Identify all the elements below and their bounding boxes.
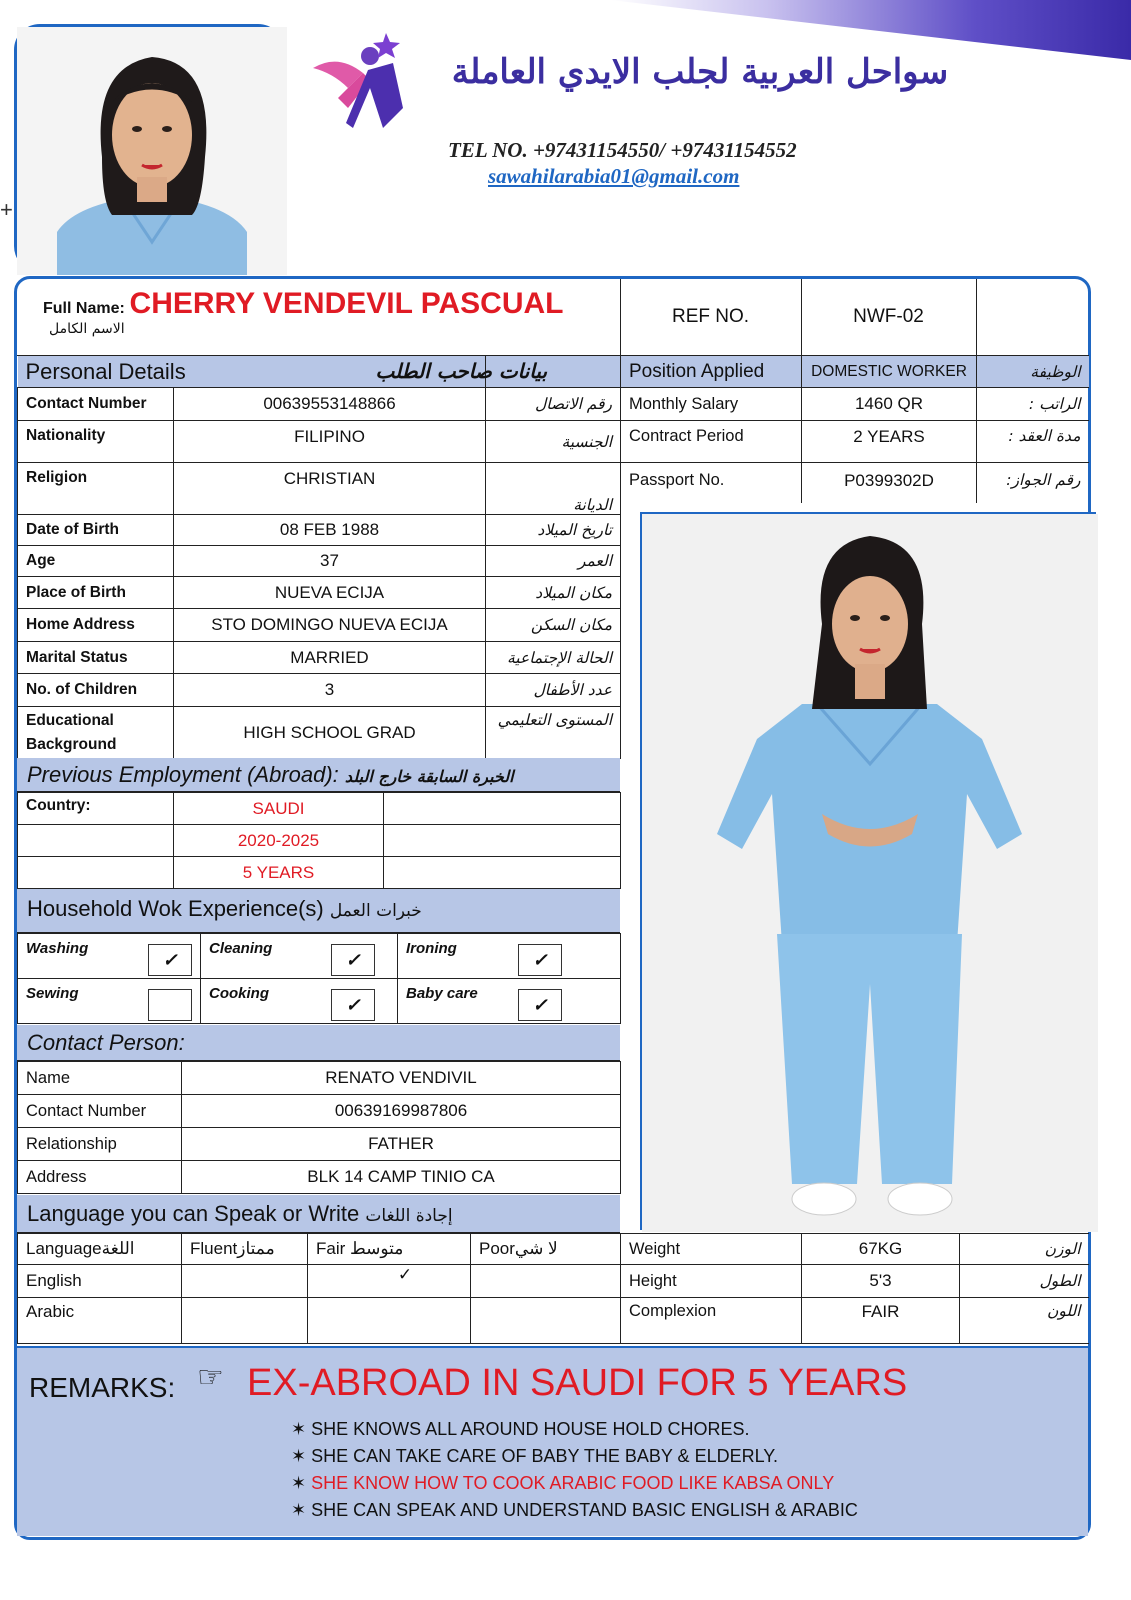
contact-number-value-2: 00639169987806 xyxy=(182,1095,621,1128)
cooking-cell xyxy=(201,979,398,1024)
table-row xyxy=(621,1234,1089,1265)
physical-table xyxy=(620,1233,1089,1344)
complexion-value: FAIR xyxy=(802,1298,960,1344)
cooking-checkbox[interactable]: ✓ xyxy=(331,989,375,1021)
table-row xyxy=(18,388,621,421)
list-item xyxy=(291,1416,991,1443)
height-arabic: الطول xyxy=(960,1265,1089,1298)
passport-value: P0399302D xyxy=(802,463,977,503)
marital-status-value: MARRIED xyxy=(174,642,486,674)
home-address-value: STO DOMINGO NUEVA ECIJA xyxy=(174,609,486,642)
salary-arabic: الراتب : xyxy=(977,388,1089,421)
children-label: No. of Children xyxy=(18,674,174,707)
washing-cell xyxy=(18,934,201,979)
company-name-arabic: سواحل العربية لجلب الايدي العاملة xyxy=(451,52,949,92)
position-value: DOMESTIC WORKER xyxy=(802,356,977,388)
table-row xyxy=(18,1298,621,1344)
email-link[interactable]: sawahilarabia01@gmail.com xyxy=(488,164,740,188)
cleaning-checkbox[interactable]: ✓ xyxy=(331,944,375,976)
full-name-cell xyxy=(17,279,620,355)
table-row xyxy=(18,707,621,759)
previous-title-arabic: الخبرة السابقة خارج البلد xyxy=(344,767,514,786)
full-name-label: Full Name: xyxy=(43,300,125,317)
lang-english-fluent xyxy=(182,1265,308,1298)
contract-label: Contract Period xyxy=(621,421,802,463)
household-table xyxy=(17,933,621,1024)
duration-value: 5 YEARS xyxy=(174,857,384,889)
place-of-birth-label: Place of Birth xyxy=(18,577,174,609)
relationship-value: FATHER xyxy=(182,1128,621,1161)
height-value: 5'3 xyxy=(802,1265,960,1298)
washing-label: Washing xyxy=(26,940,89,957)
religion-arabic: الديانة xyxy=(486,463,621,515)
age-value: 37 xyxy=(174,546,486,577)
household-title: Household Wok Experience(s) xyxy=(27,896,324,921)
table-row xyxy=(621,1298,1089,1344)
table-row xyxy=(18,463,621,515)
prev-empty-3 xyxy=(384,825,621,857)
prev-empty-5 xyxy=(384,857,621,889)
remarks-label: REMARKS: xyxy=(29,1372,176,1403)
period-value: 2020-2025 xyxy=(174,825,384,857)
table-row xyxy=(621,463,1089,503)
contact-number-label: Contact Number xyxy=(18,388,174,421)
nationality-label: Nationality xyxy=(18,421,174,463)
sewing-cell xyxy=(18,979,201,1024)
country-label: Country: xyxy=(18,793,174,825)
personal-title-text: Personal Details xyxy=(25,358,186,384)
education-arabic: المستوى التعليمي xyxy=(486,707,621,759)
place-of-birth-value: NUEVA ECIJA xyxy=(174,577,486,609)
table-row xyxy=(18,1161,621,1194)
table-row xyxy=(621,1265,1089,1298)
header-stripe xyxy=(610,0,1131,60)
marital-status-label: Marital Status xyxy=(18,642,174,674)
lang-header-fair: Fair متوسط xyxy=(308,1234,471,1265)
home-address-arabic: مكان السكن xyxy=(486,609,621,642)
list-item xyxy=(291,1443,991,1470)
language-title-arabic: إجادة اللغات xyxy=(365,1206,453,1226)
table-row xyxy=(18,1095,621,1128)
dob-value: 08 FEB 1988 xyxy=(174,515,486,546)
table-row xyxy=(18,577,621,609)
country-value: SAUDI xyxy=(174,793,384,825)
marital-status-arabic: الحالة الإجتماعية xyxy=(486,642,621,674)
lang-arabic-fluent xyxy=(182,1298,308,1344)
full-body-photo xyxy=(640,512,1096,1230)
age-arabic: العمر xyxy=(486,546,621,577)
lang-english-fair: ✓ xyxy=(308,1265,471,1298)
contact-address-value: BLK 14 CAMP TINIO CA xyxy=(182,1161,621,1194)
household-title-arabic: خبرات العمل xyxy=(329,901,422,921)
ironing-label: Ironing xyxy=(406,940,457,957)
remarks-panel xyxy=(17,1346,1088,1536)
portrait-photo xyxy=(14,24,284,272)
table-row xyxy=(621,421,1089,463)
table-row xyxy=(18,609,621,642)
contact-name-value: RENATO VENDIVIL xyxy=(182,1062,621,1095)
job-details-table xyxy=(620,355,1089,503)
bullet-star-icon: ✶ xyxy=(291,1500,307,1520)
table-row xyxy=(18,421,621,463)
remark-text: SHE CAN SPEAK AND UNDERSTAND BASIC ENGLISH & ARABIC xyxy=(311,1500,858,1520)
list-item xyxy=(291,1497,991,1524)
language-header xyxy=(17,1195,620,1233)
personal-details-title xyxy=(18,356,548,388)
company-logo xyxy=(308,28,418,138)
nationality-arabic: الجنسية xyxy=(486,421,621,463)
crosshair-marker: + xyxy=(0,197,13,222)
telephone-numbers: TEL NO. +97431154550/ +97431154552 xyxy=(448,138,797,162)
contract-value: 2 YEARS xyxy=(802,421,977,463)
contact-person-header: Contact Person: xyxy=(17,1025,620,1061)
contact-person-table xyxy=(17,1061,621,1194)
table-row xyxy=(621,388,1089,421)
language-table xyxy=(17,1233,621,1344)
home-address-label: Home Address xyxy=(18,609,174,642)
babycare-checkbox[interactable]: ✓ xyxy=(518,989,562,1021)
position-arabic: الوظيفة xyxy=(977,356,1089,388)
contact-number-arabic: رقم الاتصال xyxy=(486,388,621,421)
table-row xyxy=(18,642,621,674)
passport-arabic: رقم الجواز: xyxy=(977,463,1089,503)
contact-number-value: 00639553148866 xyxy=(174,388,486,421)
weight-label: Weight xyxy=(621,1234,802,1265)
language-title: Language you can Speak or Write xyxy=(27,1201,360,1226)
nationality-value: FILIPINO xyxy=(174,421,486,463)
weight-arabic: الوزن xyxy=(960,1234,1089,1265)
table-row xyxy=(18,515,621,546)
remarks-list xyxy=(291,1416,991,1524)
ref-label: REF NO. xyxy=(620,279,801,355)
religion-value: CHRISTIAN xyxy=(174,463,486,515)
table-row xyxy=(18,1062,621,1095)
cleaning-cell xyxy=(201,934,398,979)
bullet-star-icon: ✶ xyxy=(291,1446,307,1466)
weight-value: 67KG xyxy=(802,1234,960,1265)
personal-details-table xyxy=(17,355,621,759)
lang-english: English xyxy=(18,1265,182,1298)
bullet-star-icon: ✶ xyxy=(291,1473,307,1493)
previous-employment-header xyxy=(17,758,620,792)
table-row xyxy=(18,1128,621,1161)
place-of-birth-arabic: مكان الميلاد xyxy=(486,577,621,609)
cleaning-label: Cleaning xyxy=(209,940,273,957)
household-header xyxy=(17,889,620,933)
dob-label: Date of Birth xyxy=(18,515,174,546)
complexion-arabic: اللون xyxy=(960,1298,1089,1344)
lang-header-fluent: Fluentممتاز xyxy=(182,1234,308,1265)
education-value: HIGH SCHOOL GRAD xyxy=(174,707,486,759)
prev-empty-4 xyxy=(18,857,174,889)
religion-label: Religion xyxy=(18,463,174,515)
prev-empty-1 xyxy=(384,793,621,825)
table-row xyxy=(18,546,621,577)
contract-arabic: مدة العقد : xyxy=(977,421,1089,463)
complexion-label: Complexion xyxy=(621,1298,802,1344)
remark-text-highlight: SHE KNOW HOW TO COOK ARABIC FOOD LIKE KABSA ONLY xyxy=(311,1473,835,1493)
age-label: Age xyxy=(18,546,174,577)
contact-address-label: Address xyxy=(18,1161,182,1194)
lang-header-poor: Poorلا شي xyxy=(471,1234,621,1265)
salary-label: Monthly Salary xyxy=(621,388,802,421)
height-label: Height xyxy=(621,1265,802,1298)
sewing-label: Sewing xyxy=(26,985,79,1002)
lang-english-poor xyxy=(471,1265,621,1298)
contact-number-label-2: Contact Number xyxy=(18,1095,182,1128)
lang-arabic-fair xyxy=(308,1298,471,1344)
salary-value: 1460 QR xyxy=(802,388,977,421)
full-name-arabic: الاسم الكامل xyxy=(49,321,125,337)
ironing-checkbox[interactable]: ✓ xyxy=(518,944,562,976)
table-row xyxy=(621,356,1089,388)
babycare-label: Baby care xyxy=(406,985,478,1002)
previous-title: Previous Employment (Abroad): xyxy=(27,762,339,787)
remark-text: SHE KNOWS ALL AROUND HOUSE HOLD CHORES. xyxy=(311,1419,750,1439)
children-arabic: عدد الأطفال xyxy=(486,674,621,707)
list-item xyxy=(291,1470,991,1497)
personal-title-arabic: بيانات صاحب الطلب xyxy=(375,358,548,383)
sewing-checkbox[interactable] xyxy=(148,989,192,1021)
pointing-hand-icon: ☞ xyxy=(197,1361,224,1394)
prev-empty-2 xyxy=(18,825,174,857)
education-label: Educational Background xyxy=(18,707,174,759)
remark-text: SHE CAN TAKE CARE OF BABY THE BABY & ELDERLY. xyxy=(311,1446,778,1466)
previous-employment-table xyxy=(17,792,621,889)
ref-empty-cell xyxy=(976,279,1088,355)
washing-checkbox[interactable]: ✓ xyxy=(148,944,192,976)
children-value: 3 xyxy=(174,674,486,707)
dob-arabic: تاريخ الميلاد xyxy=(486,515,621,546)
bullet-star-icon: ✶ xyxy=(291,1419,307,1439)
ironing-cell xyxy=(398,934,621,979)
lang-header-language: Languageاللغة xyxy=(18,1234,182,1265)
contact-name-label: Name xyxy=(18,1062,182,1095)
babycare-cell xyxy=(398,979,621,1024)
cooking-label: Cooking xyxy=(209,985,269,1002)
lang-arabic: Arabic xyxy=(18,1298,182,1344)
lang-arabic-poor xyxy=(471,1298,621,1344)
ref-value: NWF-02 xyxy=(801,279,976,355)
full-name-value: CHERRY VENDEVIL PASCUAL xyxy=(129,287,564,320)
position-label: Position Applied xyxy=(621,356,802,388)
name-ref-table xyxy=(17,279,1088,356)
passport-label: Passport No. xyxy=(621,463,802,503)
table-row xyxy=(18,674,621,707)
relationship-label: Relationship xyxy=(18,1128,182,1161)
remarks-headline: EX-ABROAD IN SAUDI FOR 5 YEARS xyxy=(247,1362,908,1404)
table-row xyxy=(18,1265,621,1298)
